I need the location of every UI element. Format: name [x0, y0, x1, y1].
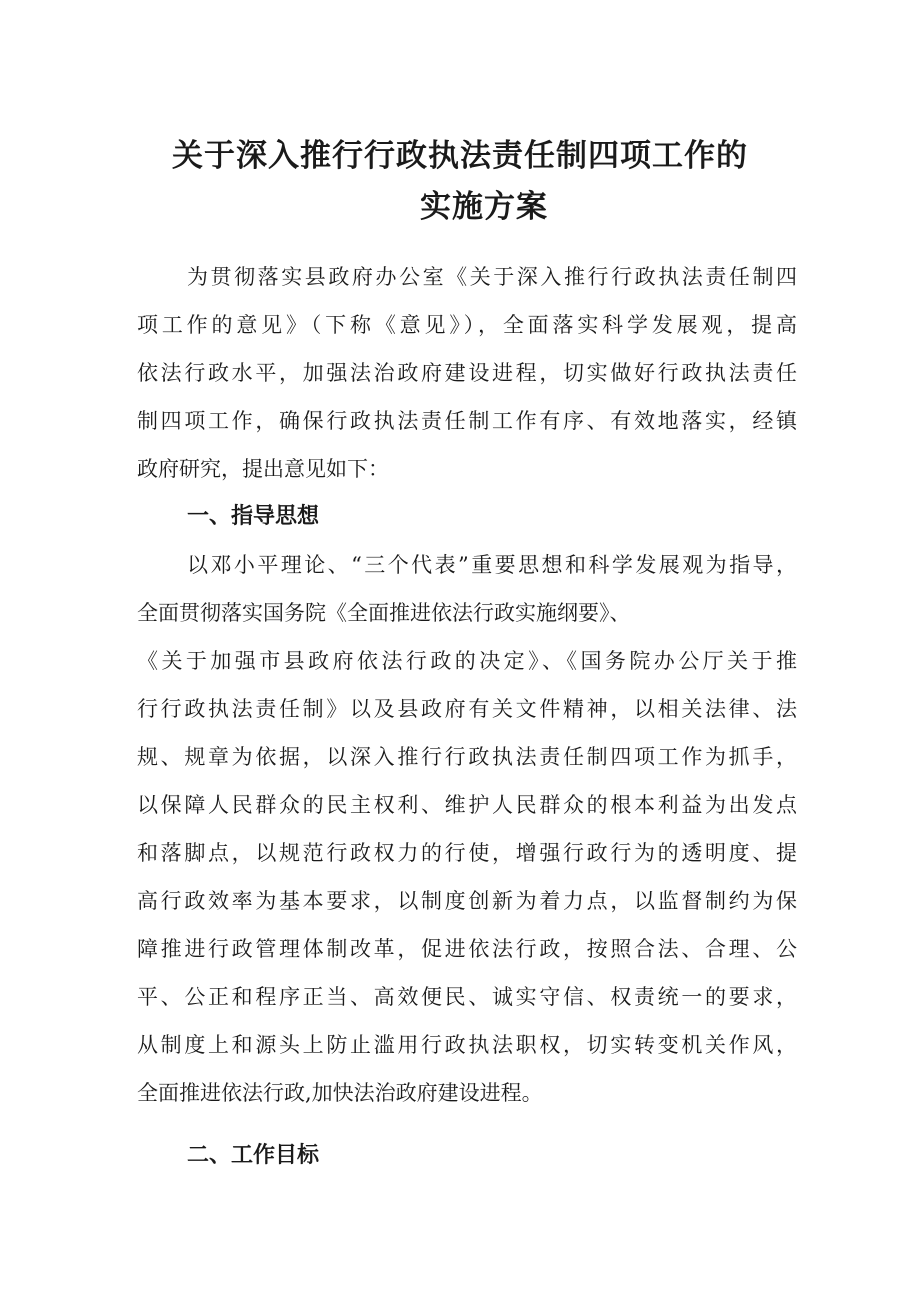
- intro-paragraph-line: 项工作的意见》（下称《意见》），全面落实科学发展观，提高: [137, 313, 797, 337]
- intro-paragraph-line: 为贯彻落实县政府办公室《关于深入推行行政执法责任制四: [187, 265, 797, 289]
- section1-paragraph-line: 高行政效率为基本要求，以制度创新为着力点，以监督制约为保: [137, 889, 797, 913]
- section1-paragraph-line: 《关于加强市县政府依法行政的决定》、《国务院办公厅关于推: [137, 649, 797, 673]
- document-title-line-2: 实施方案: [420, 189, 548, 225]
- section1-paragraph-line: 从制度上和源头上防止滥用行政执法职权，切实转变机关作风，: [137, 1033, 797, 1057]
- intro-paragraph-line: 政府研究，提出意见如下：: [137, 457, 389, 481]
- section1-paragraph-line: 规、规章为依据，以深入推行行政执法责任制四项工作为抓手，: [137, 745, 797, 769]
- section1-paragraph-line: 行行政执法责任制》以及县政府有关文件精神，以相关法律、法: [137, 697, 797, 721]
- section1-paragraph-line: 以邓小平理论、“三个代表”重要思想和科学发展观为指导，: [187, 553, 797, 577]
- intro-paragraph-line: 依法行政水平，加强法治政府建设进程，切实做好行政执法责任: [137, 361, 797, 385]
- section1-paragraph-line: 平、公正和程序正当、高效便民、诚实守信、权责统一的要求，: [137, 985, 797, 1009]
- section-heading-guiding-ideology: 一、指导思想: [187, 504, 320, 529]
- section1-paragraph-line: 全面推进依法行政,加快法治政府建设进程。: [137, 1081, 543, 1105]
- document-title-line-1: 关于深入推行行政执法责任制四项工作的: [172, 138, 748, 174]
- section1-paragraph-line: 和落脚点，以规范行政权力的行使，增强行政行为的透明度、提: [137, 841, 797, 865]
- section1-paragraph-line: 障推进行政管理体制改革，促进依法行政，按照合法、合理、公: [137, 937, 797, 961]
- section-heading-work-goals: 二、工作目标: [187, 1143, 320, 1168]
- section1-paragraph-line: 全面贯彻落实国务院《全面推进依法行政实施纲要》、: [137, 601, 631, 625]
- intro-paragraph-line: 制四项工作，确保行政执法责任制工作有序、有效地落实，经镇: [137, 409, 797, 433]
- section1-paragraph-line: 以保障人民群众的民主权利、维护人民群众的根本利益为出发点: [137, 793, 797, 817]
